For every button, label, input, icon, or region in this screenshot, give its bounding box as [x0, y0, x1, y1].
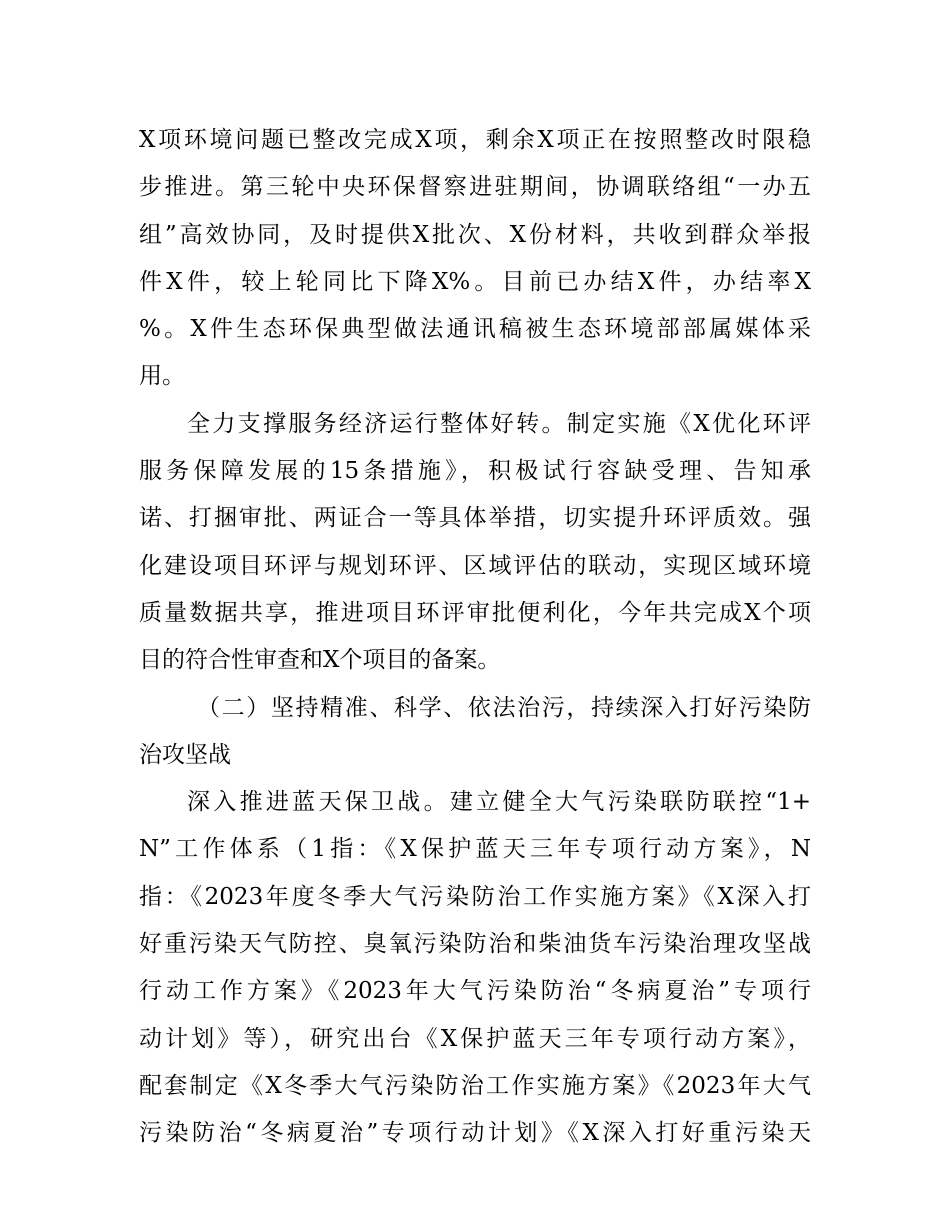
- text-line: 目的符合性审查和X个项目的备案。: [139, 647, 501, 674]
- text-line: 步推进。第三轮中央环保督察进驻期间，协调联络组“一办五: [139, 174, 811, 201]
- text-line: 深入推进蓝天保卫战。建立健全大气污染联防联控“1+: [187, 789, 811, 816]
- text-line: 组”高效协同，及时提供X批次、X份材料，共收到群众举报: [139, 221, 811, 248]
- paragraph-environment-rectification: [139, 117, 811, 401]
- text-line: 好重污染天气防控、臭氧污染防治和柴油货车污染治理攻坚战: [139, 931, 811, 958]
- section-heading: [139, 685, 811, 780]
- text-line: 用。: [139, 363, 185, 390]
- heading-line: 治攻坚战: [139, 741, 231, 768]
- text-line: %。X件生态环保典型做法通讯稿被生态环境部部属媒体采: [139, 316, 811, 343]
- document-body: [139, 117, 811, 1158]
- text-line: X项环境问题已整改完成X项，剩余X项正在按照整改时限稳: [139, 127, 811, 153]
- text-line: 服务保障发展的15条措施》，积极试行容缺受理、告知承: [139, 458, 811, 485]
- text-line: 动计划》等），研究出台《X保护蓝天三年专项行动方案》，: [139, 1025, 811, 1052]
- text-line: 指：《2023年度冬季大气污染防治工作实施方案》《X深入打: [139, 883, 811, 910]
- text-line: 件X件，较上轮同比下降X%。目前已办结X件，办结率X: [139, 268, 811, 295]
- paragraph-economy-support: [139, 401, 811, 685]
- text-line: 质量数据共享，推进项目环评审批便利化，今年共完成X个项: [139, 599, 811, 626]
- text-line: 全力支撑服务经济运行整体好转。制定实施《X优化环评: [187, 410, 811, 437]
- text-line: 行动工作方案》《2023年大气污染防治“冬病夏治”专项行: [139, 978, 811, 1005]
- text-line: 化建设项目环评与规划环评、区域评估的联动，实现区域环境: [139, 552, 811, 579]
- heading-line: （二）坚持精准、科学、依法治污，持续深入打好污染防: [197, 694, 811, 721]
- text-line: N”工作体系（1指：《X保护蓝天三年专项行动方案》，N: [139, 836, 811, 863]
- paragraph-blue-sky: [139, 779, 811, 1157]
- text-line: 诺、打捆审批、两证合一等具体举措，切实提升环评质效。强: [139, 505, 811, 532]
- text-line: 配套制定《X冬季大气污染防治工作实施方案》《2023年大气: [139, 1072, 811, 1099]
- text-line: 污染防治“冬病夏治”专项行动计划》《X深入打好重污染天: [139, 1120, 811, 1147]
